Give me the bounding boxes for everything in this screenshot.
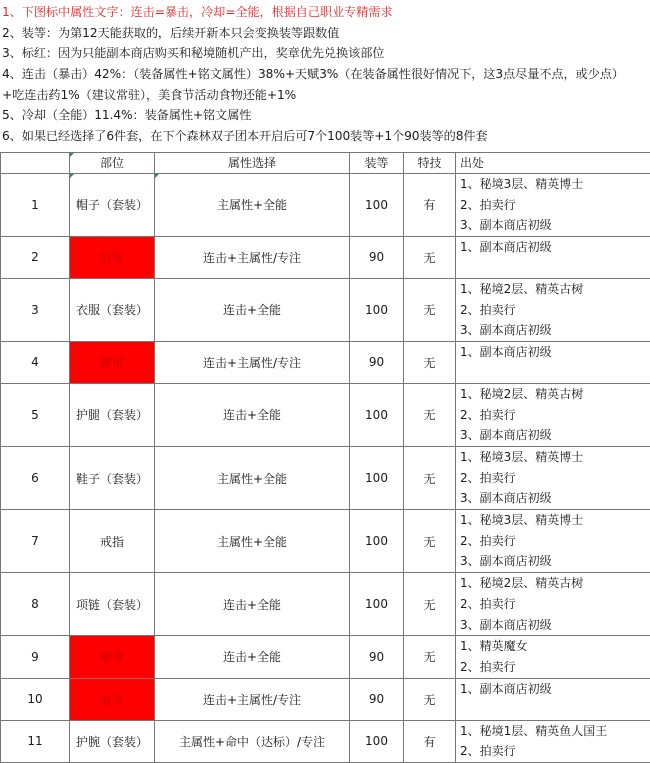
header-attribute: 属性选择 — [155, 152, 350, 173]
table-row — [1, 573, 650, 636]
part-cell: 衣服（套装） — [70, 278, 155, 341]
source-cell — [456, 236, 650, 278]
equipment-table — [0, 152, 650, 763]
attribute-cell: 主属性+全能 — [155, 173, 350, 236]
source-line: 1、秘境3层、精英博士 — [460, 447, 650, 468]
header-part: 部位 — [70, 152, 155, 173]
level-cell: 90 — [350, 636, 404, 678]
skill-cell: 有 — [404, 173, 456, 236]
skill-cell: 无 — [404, 573, 456, 636]
header-skill: 特技 — [404, 152, 456, 173]
header-index — [1, 152, 70, 173]
skill-cell: 无 — [404, 510, 456, 573]
part-cell: 徽章 — [70, 636, 155, 678]
attribute-cell: 连击+全能 — [155, 278, 350, 341]
source-line: 3、副本商店初级 — [460, 488, 650, 509]
skill-cell: 无 — [404, 341, 456, 383]
row-index: 5 — [1, 383, 70, 446]
row-index: 8 — [1, 573, 70, 636]
notes-block — [0, 0, 650, 147]
source-line: 2、拍卖行 — [460, 657, 650, 678]
source-line: 1、秘境2层、精英古树 — [460, 573, 650, 594]
note-line: 1、下图标中属性文字：连击=暴击，冷却=全能，根据自己职业专精需求 — [2, 2, 650, 23]
source-cell — [456, 278, 650, 341]
level-cell: 100 — [350, 720, 404, 762]
attribute-cell: 连击+主属性/专注 — [155, 678, 350, 720]
level-cell: 100 — [350, 278, 404, 341]
source-line: 1、副本商店初级 — [460, 679, 650, 700]
part-cell: 鞋子（套装） — [70, 447, 155, 510]
row-index: 2 — [1, 236, 70, 278]
source-cell — [456, 341, 650, 383]
skill-cell: 无 — [404, 636, 456, 678]
source-line: 3、副本商店初级 — [460, 551, 650, 572]
source-line: 1、精英魔女 — [460, 636, 650, 657]
source-line: 3、副本商店初级 — [460, 320, 650, 341]
source-line: 1、秘境1层、精英鱼人国王 — [460, 721, 650, 742]
level-cell: 100 — [350, 573, 404, 636]
skill-cell: 无 — [404, 383, 456, 446]
part-cell: 护腕（套装） — [70, 720, 155, 762]
part-cell: 肩膀 — [70, 236, 155, 278]
table-row — [1, 678, 650, 720]
header-source: 出处 — [456, 152, 650, 173]
attribute-cell: 连击+全能 — [155, 636, 350, 678]
source-line: 1、副本商店初级 — [460, 237, 650, 258]
skill-cell: 无 — [404, 236, 456, 278]
part-cell: 护腿（套装） — [70, 383, 155, 446]
source-line: 3、副本商店初级 — [460, 215, 650, 236]
note-line: 4、连击（暴击）42%：（装备属性+铭文属性）38%+天赋3%（在装备属性很好情况下，这3点尽量不点，或少点） — [2, 64, 650, 85]
attribute-cell: 主属性+全能 — [155, 510, 350, 573]
table-row — [1, 383, 650, 446]
table-row — [1, 173, 650, 236]
table-row — [1, 636, 650, 678]
source-line: 2、拍卖行 — [460, 405, 650, 426]
source-line: 3、副本商店初级 — [460, 425, 650, 446]
level-cell: 100 — [350, 510, 404, 573]
table-header-row — [1, 152, 650, 173]
skill-cell: 无 — [404, 278, 456, 341]
part-cell: 腰带 — [70, 341, 155, 383]
source-cell — [456, 510, 650, 573]
source-cell — [456, 573, 650, 636]
level-cell: 100 — [350, 173, 404, 236]
level-cell: 100 — [350, 447, 404, 510]
header-level: 装等 — [350, 152, 404, 173]
part-cell: 帽子（套装） — [70, 173, 155, 236]
attribute-cell: 连击+全能 — [155, 573, 350, 636]
attribute-cell: 连击+主属性/专注 — [155, 236, 350, 278]
source-line: 1、副本商店初级 — [460, 342, 650, 363]
source-line: 1、秘境3层、精英博士 — [460, 510, 650, 531]
source-line: 2、拍卖行 — [460, 195, 650, 216]
note-line: 2、装等：为第12天能获取的，后续开新本只会变换装等跟数值 — [2, 23, 650, 44]
source-line: 2、拍卖行 — [460, 468, 650, 489]
source-line: 1、秘境2层、精英古树 — [460, 279, 650, 300]
source-cell — [456, 383, 650, 446]
row-index: 1 — [1, 173, 70, 236]
source-line: 1、秘境2层、精英古树 — [460, 384, 650, 405]
source-cell — [456, 678, 650, 720]
note-line: 5、冷却（全能）11.4%：装备属性+铭文属性 — [2, 105, 650, 126]
row-index: 3 — [1, 278, 70, 341]
source-cell — [456, 720, 650, 762]
row-index: 6 — [1, 447, 70, 510]
source-cell — [456, 447, 650, 510]
source-cell — [456, 636, 650, 678]
part-cell: 戒指 — [70, 510, 155, 573]
level-cell: 90 — [350, 678, 404, 720]
source-cell — [456, 173, 650, 236]
row-index: 9 — [1, 636, 70, 678]
table-row — [1, 278, 650, 341]
source-line: 3、副本商店初级 — [460, 615, 650, 636]
table-row — [1, 447, 650, 510]
note-line: +吃连击药1%（建议常驻），美食节活动食物还能+1% — [2, 85, 650, 106]
row-index: 11 — [1, 720, 70, 762]
table-row — [1, 341, 650, 383]
note-line: 6、如果已经选择了6件套，在下个森林双子团本开启后可7个100装等+1个90装等的8件套 — [2, 126, 650, 147]
skill-cell: 无 — [404, 678, 456, 720]
attribute-cell: 连击+全能 — [155, 383, 350, 446]
attribute-cell: 连击+主属性/专注 — [155, 341, 350, 383]
level-cell: 100 — [350, 383, 404, 446]
row-index: 10 — [1, 678, 70, 720]
source-line: 2、拍卖行 — [460, 741, 650, 762]
source-line: 2、拍卖行 — [460, 300, 650, 321]
table-row — [1, 510, 650, 573]
row-index: 7 — [1, 510, 70, 573]
level-cell: 90 — [350, 236, 404, 278]
attribute-cell: 主属性+全能 — [155, 447, 350, 510]
skill-cell: 有 — [404, 720, 456, 762]
part-cell: 项链（套装） — [70, 573, 155, 636]
source-line: 1、秘境3层、精英博士 — [460, 174, 650, 195]
row-index: 4 — [1, 341, 70, 383]
attribute-cell: 主属性+命中（达标）/专注 — [155, 720, 350, 762]
part-cell: 披风 — [70, 678, 155, 720]
table-row — [1, 720, 650, 762]
level-cell: 90 — [350, 341, 404, 383]
skill-cell: 无 — [404, 447, 456, 510]
source-line: 2、拍卖行 — [460, 531, 650, 552]
note-line: 3、标红：因为只能副本商店购买和秘境随机产出，奖章优先兑换该部位 — [2, 43, 650, 64]
source-line: 2、拍卖行 — [460, 594, 650, 615]
table-row — [1, 236, 650, 278]
